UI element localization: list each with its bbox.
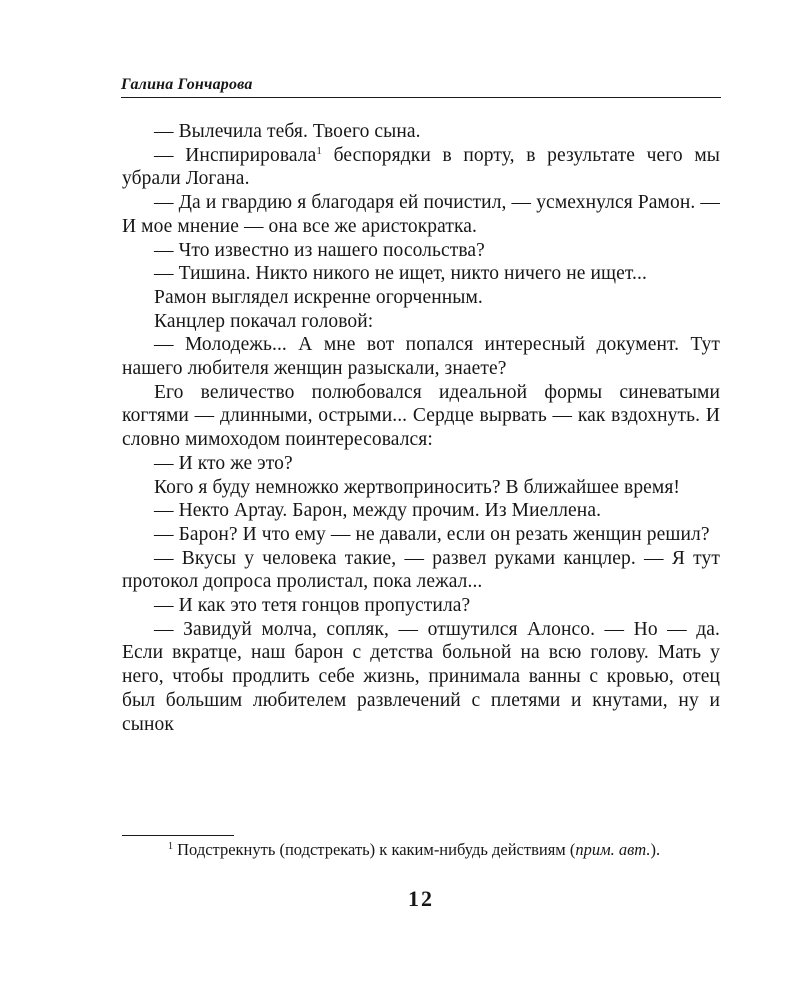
paragraph: Кого я буду немножко жертвоприносить? В ближайшее время!: [154, 476, 681, 498]
footnote-close: ).: [650, 840, 661, 859]
paragraph: — Завидуй молча, сопляк, — отшутился Алонсо. — Но — да. Если вкратце, наш барон с детства больной на всю голову. Мать у него, чтобы продлить себе жизнь, принимала ванны с кровью, отец был большим любителем развлечений с плетями и кнутами, ну и сынок: [122, 618, 720, 735]
paragraph: — Молодежь... А мне вот попался интересный документ. Тут нашего любителя женщин разыскали, знаете?: [122, 334, 720, 380]
body-text: [122, 120, 720, 736]
paragraph: — Вылечила тебя. Твоего сына.: [154, 121, 421, 142]
paragraph: — Тишина. Никто никого не ищет, никто ничего не ищет...: [154, 263, 647, 285]
paragraph: — Вкусы у человека такие, — развел руками канцлер. — Я тут протокол допроса пролистал, пока лежал...: [122, 547, 720, 593]
footnote-reference[interactable]: 1: [316, 144, 323, 157]
paragraph: — И как это тетя гонцов пропустила?: [154, 595, 471, 617]
running-head-author: Галина Гончарова: [121, 76, 253, 93]
footnote: [122, 839, 720, 860]
paragraph-lead: — Инспирировала: [154, 144, 317, 166]
paragraph: — Барон? И что ему — не давали, если он резать женщин решил?: [154, 523, 710, 545]
footnote-paren: (: [569, 840, 576, 859]
footnote-text: Подстрекнуть (подстрекать) к каким-нибудь действиям: [177, 840, 566, 859]
footnote-abbrev: прим. авт.: [575, 840, 651, 859]
paragraph: — Да и гвардию я благодаря ей почистил, — усмехнулся Рамон. — И мое мнение — она все же аристократка.: [122, 192, 720, 237]
paragraph: Его величество полюбовался идеальной формы синеватыми когтями — длинными, острыми... Сердце вырвать — как вздохнуть. И словно мимоходом поинтересовался:: [122, 381, 720, 451]
paragraph: — И кто же это?: [154, 452, 293, 474]
paragraph: — Что известно из нашего посольства?: [154, 239, 485, 261]
paragraph: Канцлер покачал головой:: [154, 310, 374, 332]
header-rule: [121, 97, 721, 98]
footnote-rule: [122, 835, 234, 836]
paragraph: — Некто Артау. Барон, между прочим. Из Миеллена.: [154, 500, 602, 522]
footnote-marker: 1: [168, 841, 173, 852]
page-number: 12: [408, 886, 434, 911]
paragraph: [122, 144, 720, 191]
paragraph-rest: беспорядки в порту, в результате чего мы убрали Логана.: [122, 144, 720, 190]
paragraph: Рамон выглядел искренне огорченным.: [154, 286, 483, 308]
